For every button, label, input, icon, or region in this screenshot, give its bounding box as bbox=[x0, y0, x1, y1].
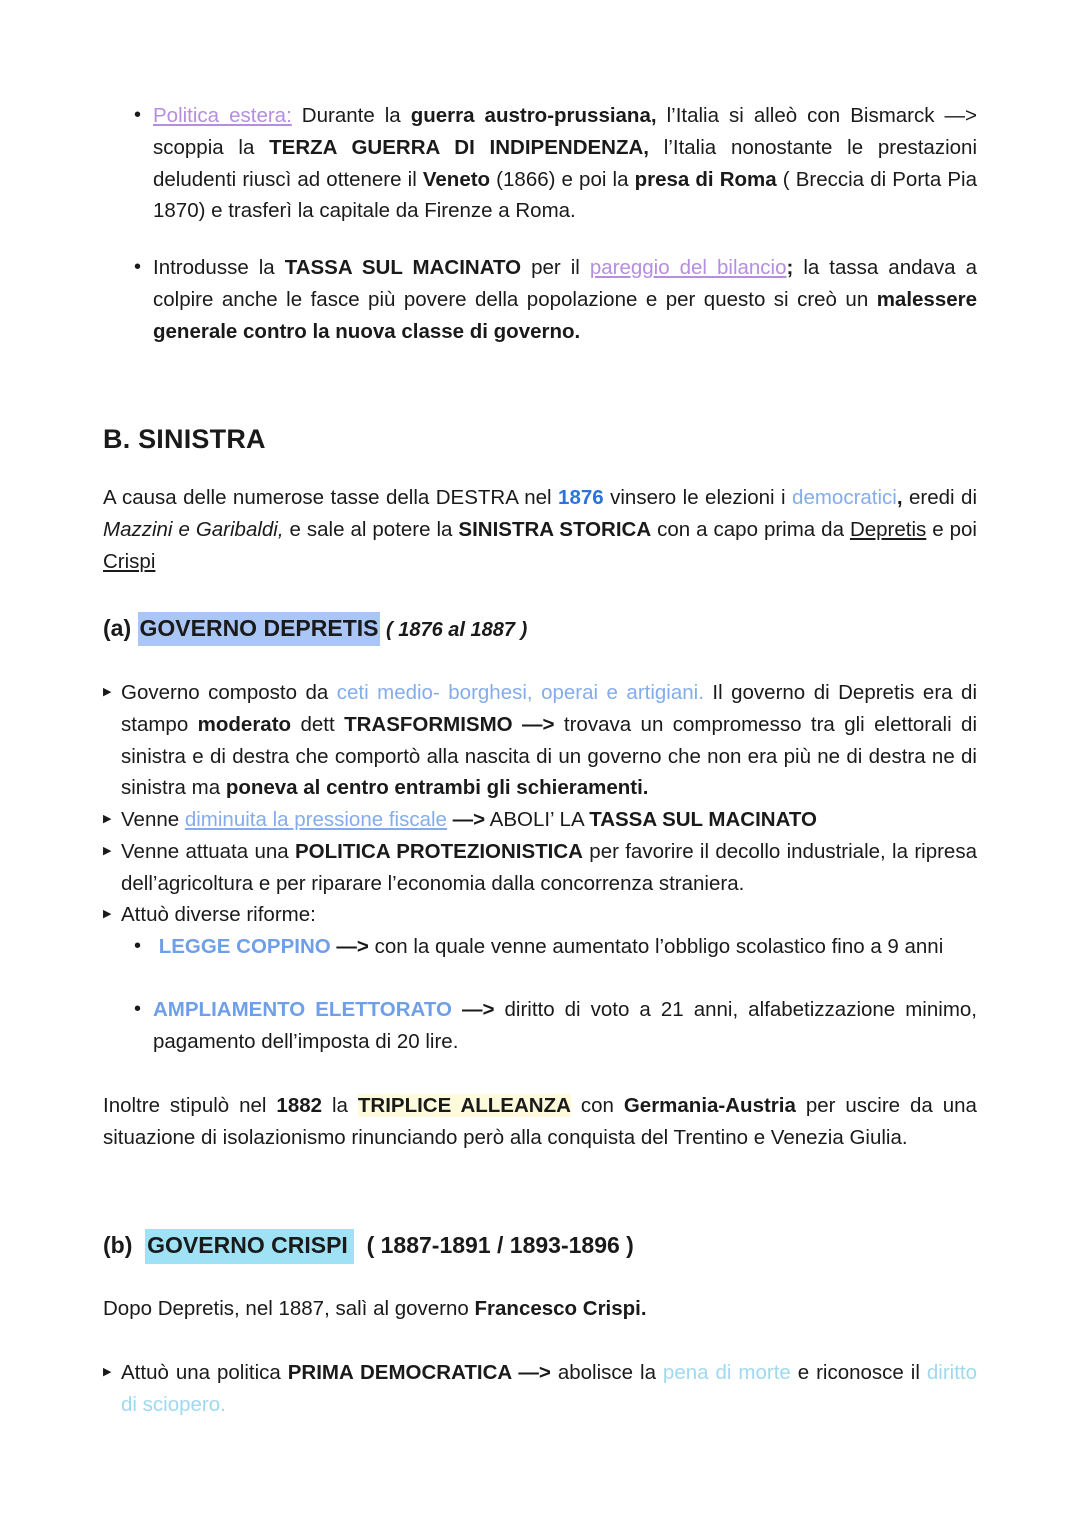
triangle-bullet-icon: ▶ bbox=[103, 845, 112, 857]
crispi-bullet-democratica: Attuò una politica PRIMA DEMOCRATICA —> abolisce la pena di morte e riconosce il diritto di sciopero. bbox=[121, 1361, 977, 1416]
depretis-bullet-protezionistica: Venne attuata una POLITICA PROTEZIONISTICA per favorire il decollo industriale, la ripresa dell’agricoltura e per riparare l’economia dalla concorrenza straniera. bbox=[121, 840, 977, 895]
bullet-dot-icon: • bbox=[134, 104, 142, 126]
depretis-bullet-pressione: Venne diminuita la pressione fiscale —> ABOLI’ LA TASSA SUL MACINATO bbox=[121, 808, 817, 831]
governo-crispi-heading: (b) GOVERNO CRISPI ( 1887-1891 / 1893-1896 ) bbox=[103, 1227, 634, 1263]
bullet-dot-icon: • bbox=[134, 998, 142, 1020]
triplice-alleanza-paragraph: Inoltre stipulò nel 1882 la TRIPLICE ALLEANZA con Germania-Austria per uscire da una situazione di isolazionismo rinunciando però alla conquista del Trentino e Venezia Giulia. bbox=[103, 1094, 977, 1149]
bullet-dot-icon: • bbox=[134, 935, 142, 957]
sinistra-intro-paragraph: A causa delle numerose tasse della DESTRA nel 1876 vinsero le elezioni i democratici, eredi di Mazzini e Garibaldi, e sale al potere la SINISTRA STORICA con a capo prima da Depretis e poi Crispi bbox=[103, 486, 978, 573]
triangle-bullet-icon: ▶ bbox=[103, 686, 112, 698]
governo-depretis-heading: (a) GOVERNO DEPRETIS ( 1876 al 1887 ) bbox=[103, 610, 527, 648]
politica-estera-bullet: Politica estera: Durante la guerra austro-prussiana, l’Italia si alleò con Bismarck —> scoppia la TERZA GUERRA DI INDIPENDENZA, l’Italia nonostante le prestazioni deludenti riuscì ad ottenere il Veneto (1866) e poi la presa di Roma ( Breccia di Porta Pia 1870) e trasferì la capitale da Firenze a Roma. bbox=[153, 104, 977, 223]
ampliamento-elettorato-item: AMPLIAMENTO ELETTORATO —> diritto di voto a 21 anni, alfabetizzazione minimo, pagamento dell’imposta di 20 lire. bbox=[153, 998, 977, 1053]
triangle-bullet-icon: ▶ bbox=[103, 813, 112, 825]
tassa-macinato-bullet: Introdusse la TASSA SUL MACINATO per il pareggio del bilancio; la tassa andava a colpire anche le fasce più povere della popolazione e per questo si creò un malessere generale contro la nuova classe di governo. bbox=[153, 256, 977, 343]
depretis-bullet-riforme: Attuò diverse riforme: bbox=[121, 903, 316, 926]
legge-coppino-item: LEGGE COPPINO —> con la quale venne aumentato l’obbligo scolastico fino a 9 anni bbox=[158, 935, 944, 958]
triangle-bullet-icon: ▶ bbox=[103, 1366, 112, 1378]
governo-crispi-title: GOVERNO CRISPI bbox=[145, 1229, 354, 1264]
bullet-dot-icon: • bbox=[134, 256, 142, 278]
politica-estera-link[interactable]: Politica estera: bbox=[153, 104, 292, 127]
pressione-fiscale-link[interactable]: diminuita la pressione fiscale bbox=[184, 808, 447, 831]
depretis-bullet-governo: Governo composto da ceti medio- borghesi, operai e artigiani. Il governo di Depretis era di stampo moderato dett TRASFORMISMO —> trovava un compromesso tra gli elettorali di sinistra e di destra che comportò alla nascita di un governo che non era più ne di destra ne di sinistra ma poneva al centro entrambi gli schieramenti. bbox=[121, 681, 977, 800]
crispi-intro-paragraph: Dopo Depretis, nel 1887, salì al governo Francesco Crispi. bbox=[103, 1297, 647, 1320]
triangle-bullet-icon: ▶ bbox=[103, 908, 112, 920]
pareggio-bilancio-link[interactable]: pareggio del bilancio bbox=[589, 256, 787, 279]
governo-depretis-title: GOVERNO DEPRETIS bbox=[138, 612, 381, 646]
section-heading-sinistra: B. SINISTRA bbox=[103, 424, 266, 454]
